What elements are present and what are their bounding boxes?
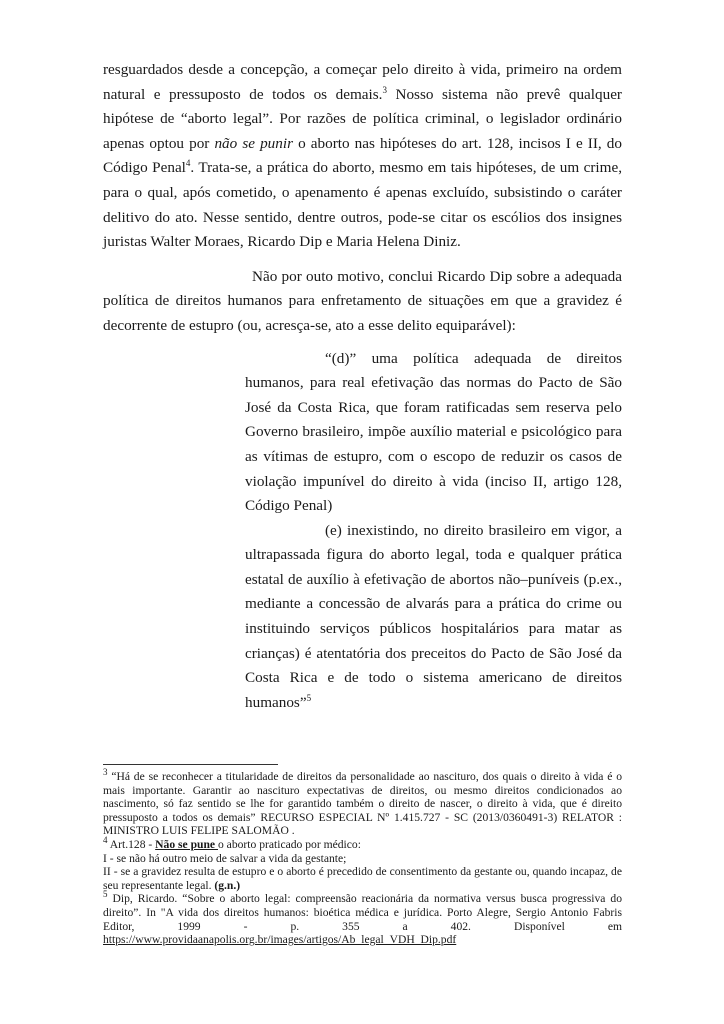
footnote-number: 5 bbox=[103, 889, 108, 900]
footnote-number: 4 bbox=[103, 835, 108, 846]
footnote-line: I - se não há outro meio de salvar a vida da gestante; bbox=[103, 851, 347, 865]
emphasis-nao-se-punir: não se punir bbox=[214, 134, 293, 152]
block-quote bbox=[245, 347, 622, 716]
footnote-ref-4[interactable]: 4 bbox=[185, 158, 191, 169]
footnote-3 bbox=[103, 767, 622, 838]
paragraph-text: o aborto nas hipóteses do art. 128, incisos I e II, do Código Penal bbox=[103, 134, 622, 177]
quote-item-e bbox=[245, 519, 622, 716]
footnote-text: “Há de se reconhecer a titularidade de direitos da personalidade ao nascituro, dos quais o direito à vida é o mais importante. Garantir ao nascituro expectativas de direitos, ou mesmo direitos condicionados ao nascimento, só faz sentido se lhe for garantido também o direito de nascer, o direito à vida, que é direito pressuposto a todos os demais” RECURSO ESPECIAL Nº 1.415.727 - SC (2013/0360491-3) RELATOR : MINISTRO LUIS FELIPE SALOMÃO . bbox=[103, 770, 622, 838]
quote-item-d: “(d)” uma política adequada de direitos humanos, para real efetivação das normas do Pacto de São José da Costa Rica, que foram ratificadas sem reserva pelo Governo brasileiro, impõe auxílio material e psicológico para as vítimas de estupro, com o escopo de reduzir os casos de violação impunível do direito à vida (inciso II, artigo 128, Código Penal) bbox=[245, 349, 622, 515]
footnote-emphasis: Não se pune bbox=[155, 837, 218, 851]
footnote-ref-5[interactable]: 5 bbox=[306, 692, 312, 703]
paragraph-text: . Trata-se, a prática do aborto, mesmo em tais hipóteses, de um crime, para o qual, após cometido, o apenamento é apenas excluído, subsistindo o caráter delitivo do ato. Nesse sentido, dentre outros, pode-se citar os escólios dos insignes juristas Walter Moraes, Ricardo Dip e Maria Helena Diniz. bbox=[103, 159, 622, 251]
paragraph-text: resguardados desde a concepção, a começar pelo direito à vida, primeiro na ordem natural e pressuposto de todos os demais. bbox=[103, 61, 622, 103]
footnote-5-body bbox=[103, 889, 622, 933]
footnotes-section bbox=[103, 764, 622, 947]
footnote-number: 3 bbox=[103, 767, 108, 778]
footnote-gn-mark: (g.n.) bbox=[214, 878, 241, 892]
footnote-line: II - se a gravidez resulta de estupro e o aborto é precedido de consentimento da gestante ou, quando incapaz, de seu representante legal. bbox=[103, 865, 622, 892]
footnote-text: Dip, Ricardo. “Sobre o aborto legal: compreensão reacionária da normativa versus busca progressiva do direito”. In "A vida dos direitos humanos: bioética médica e jurídica. Porto Alegre, Sergio Antonio Fabris Editor, 1999 - p. 355 a 402. Disponível em bbox=[103, 892, 622, 933]
footnote-link[interactable]: https://www.providaanapolis.org.br/images/artigos/Ab_legal_VDH_Dip.pdf bbox=[103, 933, 457, 947]
footnote-ref-3[interactable]: 3 bbox=[382, 84, 387, 95]
footnote-text: o aborto praticado por médico: bbox=[217, 837, 361, 851]
footnote-separator bbox=[103, 764, 278, 765]
quote-item-e-text: (e) inexistindo, no direito brasileiro em vigor, a ultrapassada figura do aborto legal, toda e qualquer prática estatal de auxílio à efetivação de abortos não–puníveis (p.ex., mediante a concessão de alvarás para a prática do crime ou instituindo serviços públicos hospitalários para matar as crianças) é atentatória dos preceitos do Pacto de São José da Costa Rica e de todo o sistema americano de direitos humanos” bbox=[245, 521, 622, 711]
paragraph-conclusion: Não por outo motivo, conclui Ricardo Dip sobre a adequada política de direitos humanos para enfretamento de situações em que a gravidez é decorrente de estupro (ou, acresça-se, ato a esse delito equiparável): bbox=[103, 267, 622, 334]
paragraph-intro bbox=[103, 58, 622, 255]
document-page bbox=[103, 58, 622, 715]
footnote-5 bbox=[103, 889, 622, 947]
paragraph-text: Nosso sistema não prevê qualquer hipótese de “aborto legal”. Por razões de política criminal, o legislador ordinário apenas optou por bbox=[103, 85, 622, 152]
footnote-4 bbox=[103, 835, 622, 892]
footnote-text: Art.128 - bbox=[107, 837, 156, 851]
